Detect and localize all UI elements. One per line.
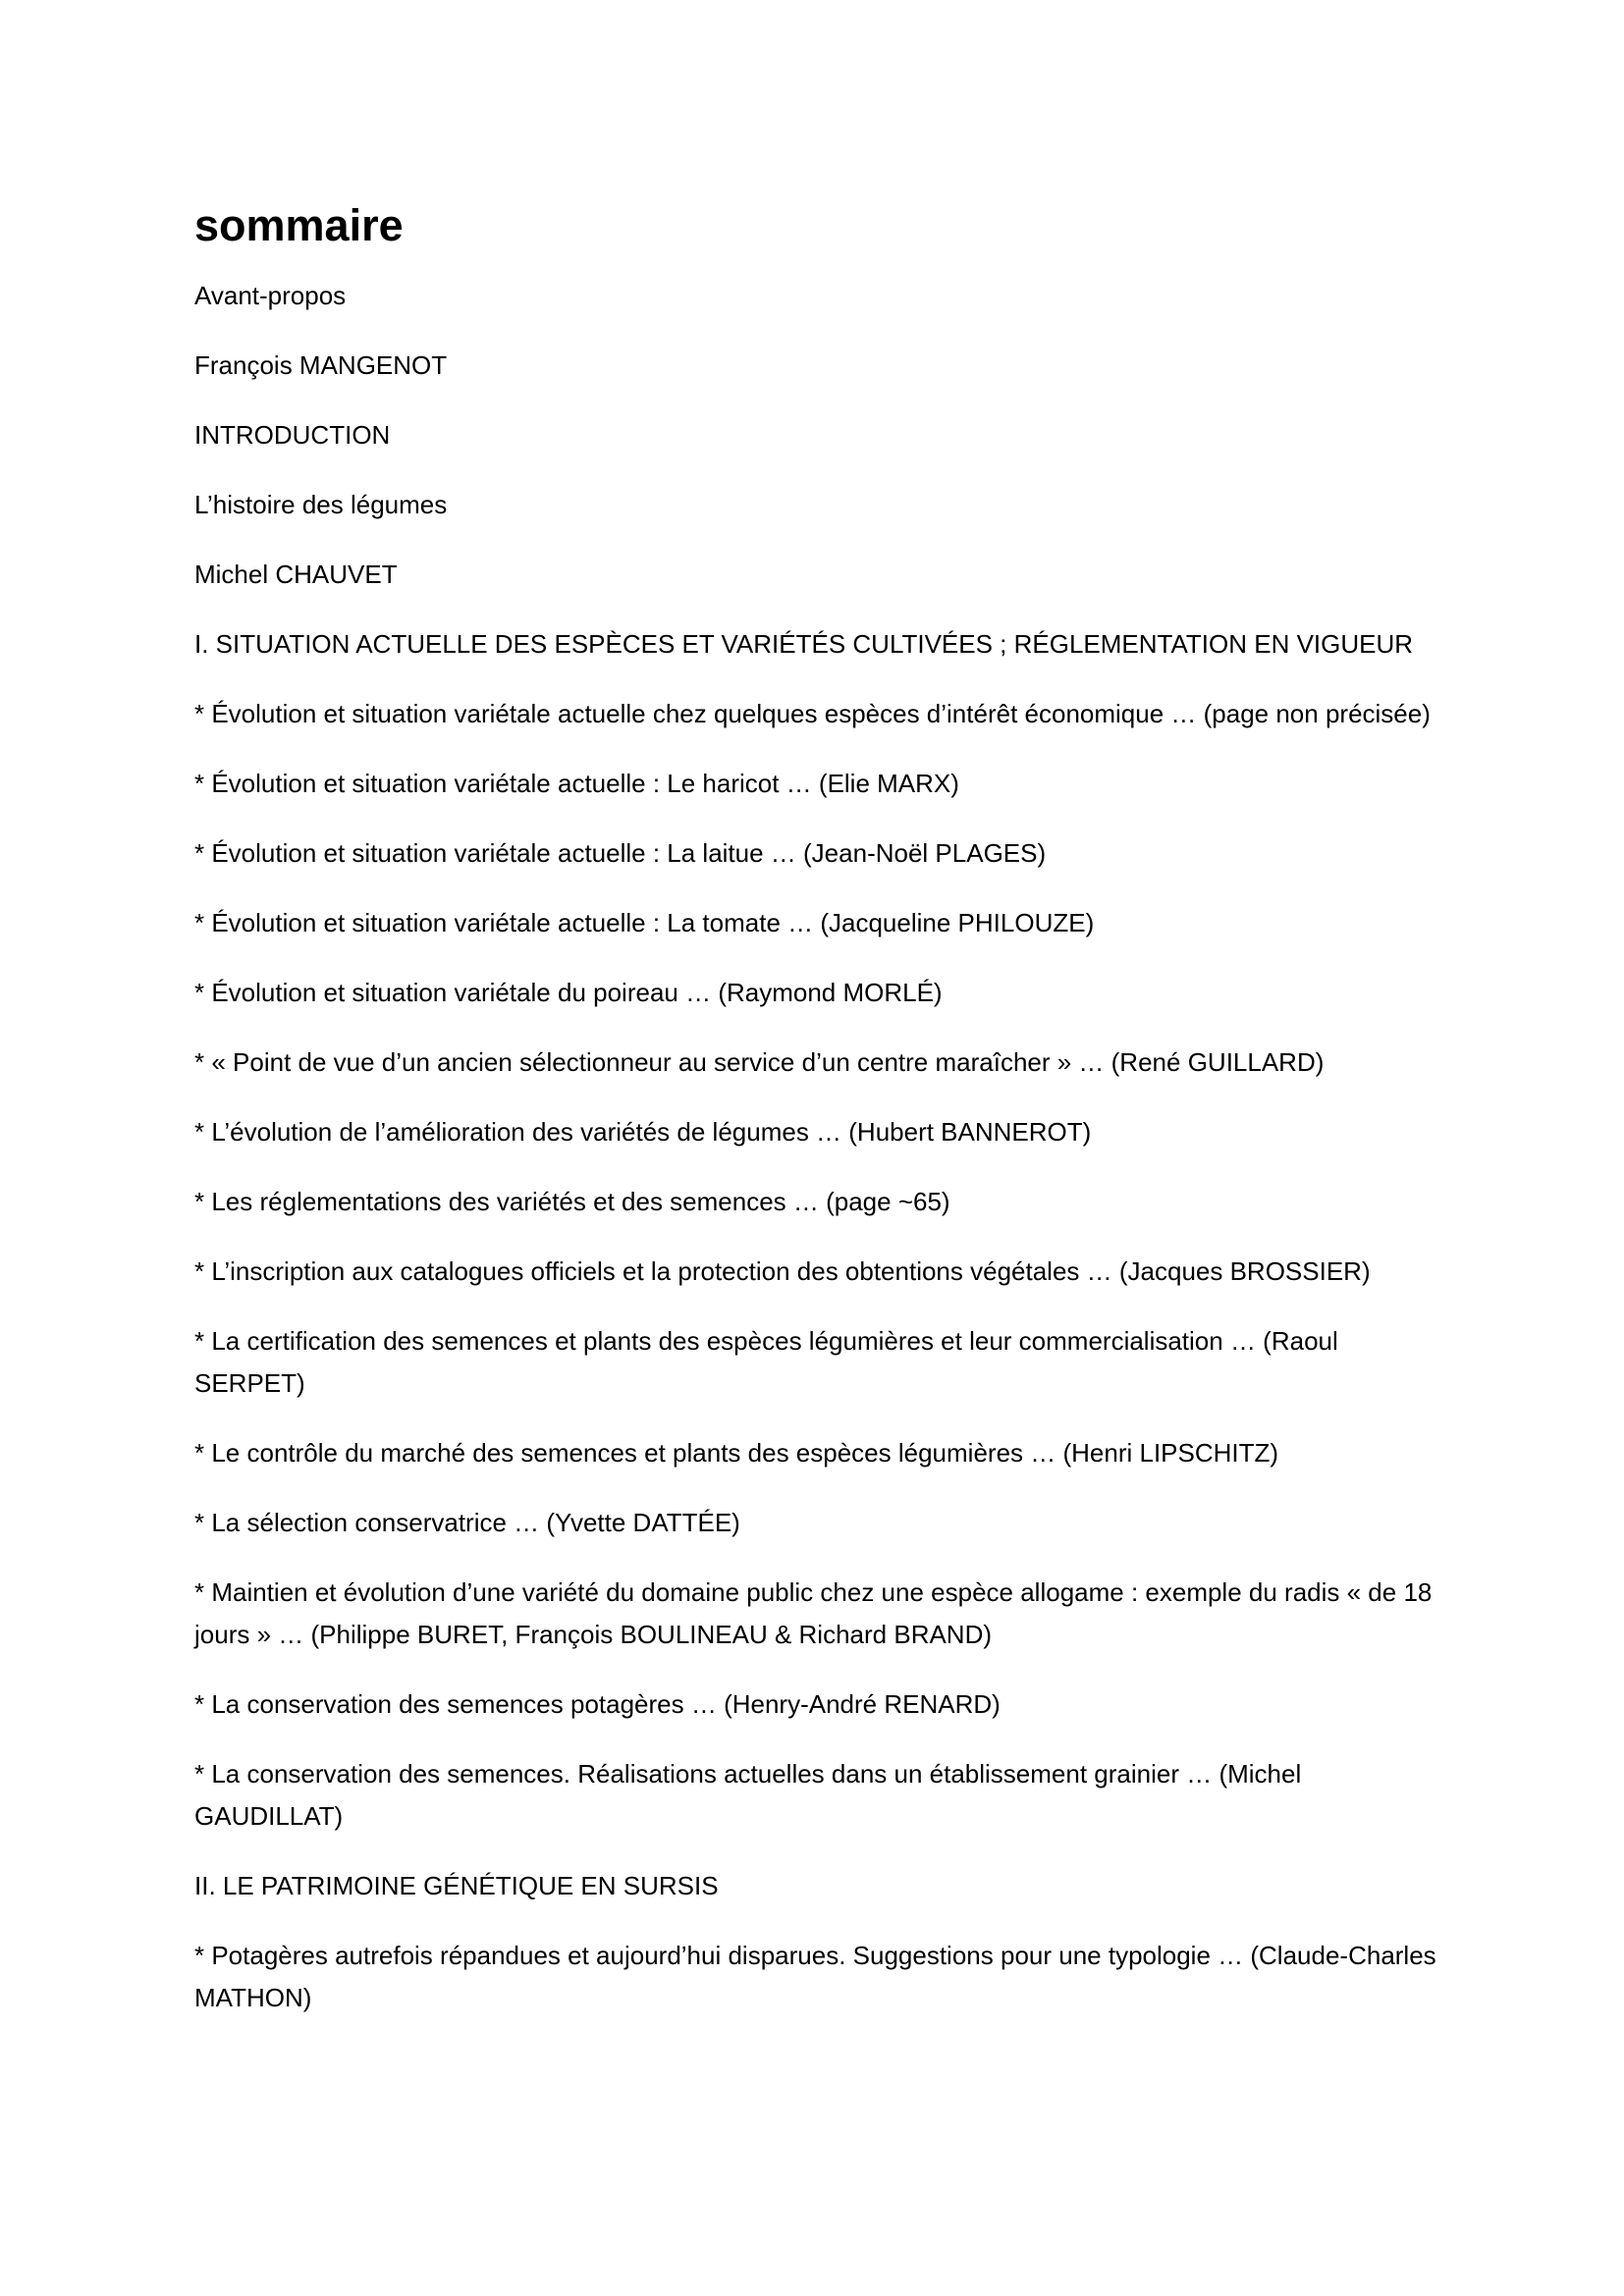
- toc-entry: * Potagères autrefois répandues et aujourd’hui disparues. Suggestions pour une typologie … (Claude-Charles MATHON): [194, 1941, 1436, 2012]
- toc-entry: * Maintien et évolution d’une variété du domaine public chez une espèce allogame : exemple du radis « de 18 jours » … (Philippe BURET, François BOULINEAU & Richard BRAND): [194, 1577, 1433, 1649]
- toc-section-heading: II. LE PATRIMOINE GÉNÉTIQUE EN SURSIS: [194, 1871, 719, 1900]
- toc-entry: * L’évolution de l’amélioration des variétés de légumes … (Hubert BANNEROT): [194, 1117, 1092, 1147]
- document-page: [194, 196, 1451, 2047]
- toc-entry: Michel CHAUVET: [194, 560, 398, 589]
- toc-entry: * L’inscription aux catalogues officiels et la protection des obtentions végétales … (Jacques BROSSIER): [194, 1256, 1371, 1286]
- toc-entry: * Évolution et situation variétale actuelle : La tomate … (Jacqueline PHILOUZE): [194, 908, 1095, 937]
- toc-entry: Avant-propos: [194, 281, 347, 310]
- toc-section-heading: I. SITUATION ACTUELLE DES ESPÈCES ET VARIÉTÉS CULTIVÉES ; RÉGLEMENTATION EN VIGUEUR: [194, 629, 1414, 659]
- toc-entry: L’histoire des légumes: [194, 490, 448, 519]
- toc-entry: * Évolution et situation variétale actuelle : La laitue … (Jean-Noël PLAGES): [194, 838, 1047, 868]
- toc-entry: * La certification des semences et plants des espèces légumières et leur commercialisation … (Raoul SERPET): [194, 1326, 1338, 1398]
- toc-entry: * Le contrôle du marché des semences et plants des espèces légumières … (Henri LIPSCHITZ): [194, 1438, 1279, 1468]
- toc-entry: * La sélection conservatrice … (Yvette DATTÉE): [194, 1508, 740, 1537]
- toc-entry: * « Point de vue d’un ancien sélectionneur au service d’un centre maraîcher » … (René GUILLARD): [194, 1047, 1325, 1077]
- toc-entry: * La conservation des semences. Réalisations actuelles dans un établissement grainier … (Michel GAUDILLAT): [194, 1759, 1302, 1831]
- toc-entry: * Évolution et situation variétale actuelle : Le haricot … (Elie MARX): [194, 769, 959, 798]
- table-of-contents: [194, 275, 1451, 2019]
- toc-entry: * La conservation des semences potagères … (Henry-André RENARD): [194, 1689, 1001, 1719]
- toc-entry: * Évolution et situation variétale actuelle chez quelques espèces d’intérêt économique … (page non précisée): [194, 699, 1431, 728]
- toc-entry: François MANGENOT: [194, 350, 448, 380]
- toc-entry: INTRODUCTION: [194, 420, 391, 450]
- document-title: sommaire: [194, 200, 404, 250]
- toc-entry: * Les réglementations des variétés et des semences … (page ~65): [194, 1187, 950, 1216]
- toc-entry: * Évolution et situation variétale du poireau … (Raymond MORLÉ): [194, 978, 943, 1007]
